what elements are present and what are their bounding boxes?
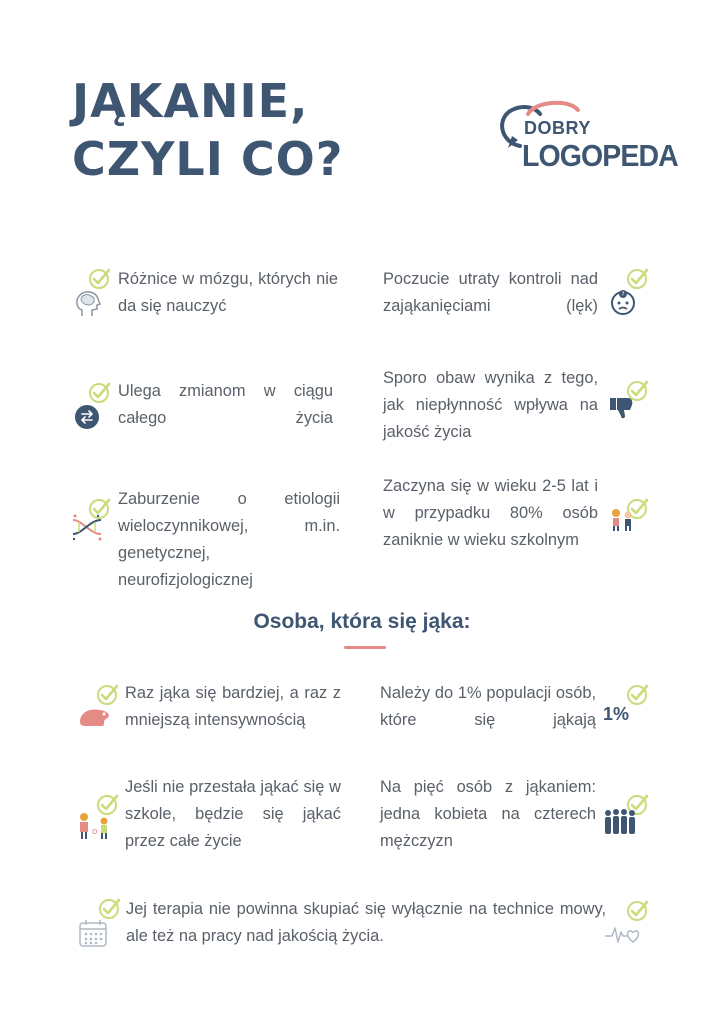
title-line-1: JĄKANIE, xyxy=(72,74,309,128)
fact-text: Zaburzenie o etiologii wieloczynnikowej, m.in. genetycznej, neurofizjologicznej xyxy=(118,490,340,589)
children-icon xyxy=(608,508,636,532)
fact-text: Raz jąka się bardziej, a raz z mniejszą intensywnością xyxy=(125,684,341,729)
fact-text: Zaczyna się w wieku 2-5 lat i w przypadku 80% osób zaniknie w wieku szkolnym xyxy=(383,477,598,549)
check-icon xyxy=(626,682,650,706)
fact-text: Poczucie utraty kontroli nad zająkanięciami (lęk) xyxy=(383,270,598,315)
svg-text:o: o xyxy=(92,827,98,837)
logo-line-2: LOGOPEDA xyxy=(522,138,678,173)
section-underline xyxy=(344,646,386,649)
heartbeat-icon xyxy=(604,922,640,946)
fact-text: Sporo obaw wynika z tego, jak niepłynność wpływa na jakość życia xyxy=(383,369,598,441)
check-icon xyxy=(88,380,112,404)
fact-text: Należy do 1% populacji osób, które się jąkają xyxy=(380,684,596,729)
title-line-2: CZYLI CO? xyxy=(72,132,344,186)
check-icon xyxy=(626,898,650,922)
thumbs-down-icon xyxy=(608,394,636,420)
brain-head-icon xyxy=(72,288,102,318)
dna-icon xyxy=(70,512,104,542)
check-icon xyxy=(88,266,112,290)
school-kids-icon xyxy=(74,812,114,842)
group-people-icon xyxy=(602,808,638,836)
calendar-icon xyxy=(78,918,108,948)
svg-text:?: ? xyxy=(621,291,625,298)
fact-text: Różnice w mózgu, których nie da się nauczyć xyxy=(118,270,338,315)
fact-text: Jej terapia nie powinna skupiać się wyłącznie na technice mowy, ale też na pracy nad jakością życia. xyxy=(126,900,606,945)
chameleon-icon xyxy=(76,704,116,728)
logo xyxy=(494,100,678,176)
section-title: Osoba, która się jąka: xyxy=(253,610,471,633)
fact-text: Jeśli nie przestała jąkać się w szkole, będzie się jąkać przez całe życie xyxy=(125,778,341,850)
check-icon xyxy=(98,896,122,920)
check-icon xyxy=(96,682,120,706)
one-percent-icon: 1% xyxy=(603,704,630,724)
logo-line-1: DOBRY xyxy=(524,118,591,138)
fact-text: Ulega zmianom w ciągu całego życia xyxy=(118,382,333,427)
swap-arrows-icon xyxy=(74,404,100,430)
check-icon xyxy=(626,266,650,290)
anxious-face-icon xyxy=(609,288,637,316)
fact-text: Na pięć osób z jąkaniem: jedna kobieta na czterech mężczyzn xyxy=(380,778,596,850)
page-title xyxy=(72,72,343,188)
